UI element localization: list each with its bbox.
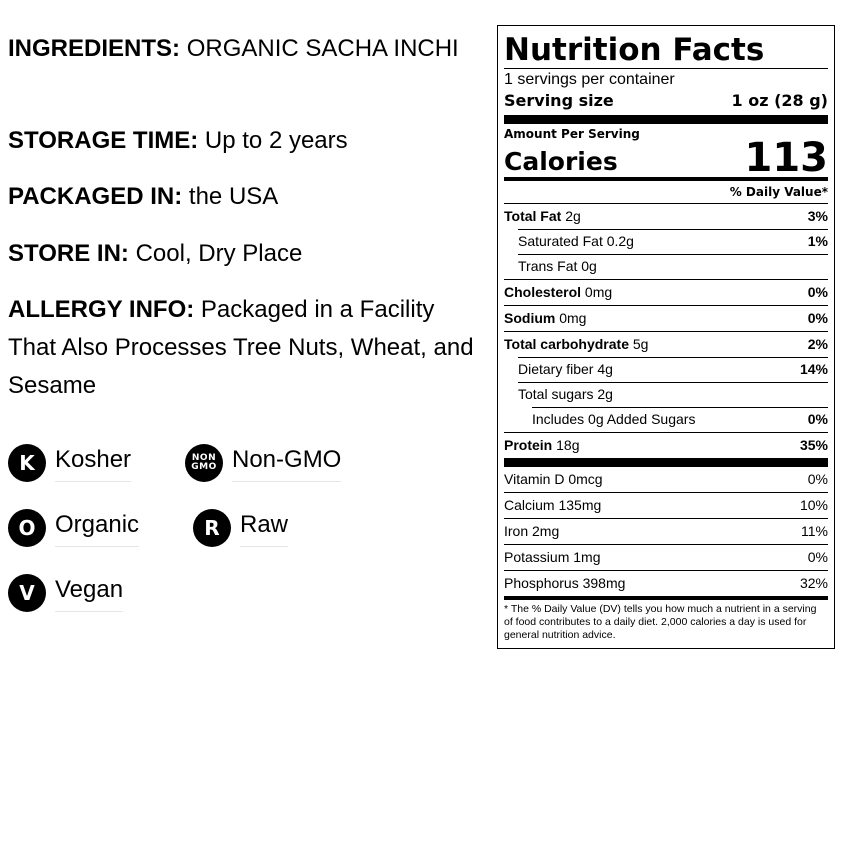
non-gmo-icon bbox=[185, 444, 223, 482]
vitamin-dv: 0% bbox=[807, 549, 828, 565]
vitamin-name: Calcium 135mg bbox=[504, 497, 602, 513]
calories-value: 113 bbox=[744, 135, 828, 181]
protein-amount: 18g bbox=[556, 437, 580, 453]
allergy-info-label: ALLERGY INFO: bbox=[8, 296, 195, 323]
sodium-dv: 0% bbox=[807, 310, 828, 326]
kosher-badge bbox=[8, 444, 131, 482]
dietary-fiber-name: Dietary fiber 4g bbox=[518, 361, 613, 377]
non-gmo-icon-top: NON bbox=[191, 453, 217, 463]
daily-value-footnote: * The % Daily Value (DV) tells you how much a nutrient in a serving of food contributes to a daily diet. 2,000 calories a day is used for general nutrition advice. bbox=[504, 603, 817, 641]
cholesterol-name: Cholesterol bbox=[504, 284, 582, 300]
total-carbohydrate-name: Total carbohydrate bbox=[504, 336, 629, 352]
total-carbohydrate-row bbox=[504, 331, 828, 357]
vitamin-name: Vitamin D 0mcg bbox=[504, 471, 603, 487]
added-sugars-row bbox=[504, 407, 828, 432]
ingredients-value: ORGANIC SACHA INCHI bbox=[186, 35, 459, 62]
dietary-fiber-dv: 14% bbox=[799, 361, 828, 377]
non-gmo-badge bbox=[185, 444, 341, 482]
raw-icon: R bbox=[193, 509, 231, 547]
non-gmo-label: Non-GMO bbox=[232, 445, 341, 482]
vitamin-dv: 10% bbox=[799, 497, 828, 513]
organic-badge bbox=[8, 509, 139, 547]
total-fat-dv: 3% bbox=[807, 208, 828, 224]
vitamin-name: Potassium 1mg bbox=[504, 549, 601, 565]
total-fat-amount: 2g bbox=[565, 208, 581, 224]
non-gmo-icon-bottom: GMO bbox=[191, 462, 217, 472]
divider-thick bbox=[504, 115, 828, 124]
sodium-row bbox=[504, 305, 828, 331]
saturated-fat-dv: 1% bbox=[807, 233, 828, 249]
vitamin-row bbox=[504, 467, 828, 492]
store-in-label: STORE IN: bbox=[8, 240, 129, 267]
cholesterol-dv: 0% bbox=[807, 284, 828, 300]
vitamin-name: Phosphorus 398mg bbox=[504, 575, 626, 591]
storage-time-value: Up to 2 years bbox=[204, 127, 348, 154]
calories-label: Calories bbox=[504, 147, 618, 176]
raw-badge bbox=[193, 509, 288, 547]
ingredients-label: INGREDIENTS: bbox=[8, 35, 181, 62]
divider-thick bbox=[504, 458, 828, 467]
added-sugars-name: Includes 0g Added Sugars bbox=[532, 411, 696, 427]
vitamin-name: Iron 2mg bbox=[504, 523, 560, 539]
saturated-fat-name: Saturated Fat 0.2g bbox=[518, 233, 634, 249]
daily-value-header: % Daily Value* bbox=[729, 185, 828, 199]
cholesterol-row bbox=[504, 279, 828, 305]
vitamin-dv: 0% bbox=[807, 471, 828, 487]
cholesterol-amount: 0mg bbox=[584, 284, 613, 300]
ingredients-line bbox=[8, 30, 488, 68]
sodium-amount: 0mg bbox=[559, 310, 587, 326]
allergy-info-line bbox=[8, 291, 488, 405]
storage-time-line bbox=[8, 122, 348, 160]
dietary-fiber-row bbox=[504, 357, 828, 382]
kosher-icon: K bbox=[8, 444, 46, 482]
serving-size-value: 1 oz (28 g) bbox=[731, 91, 828, 110]
total-fat-row bbox=[504, 203, 828, 229]
added-sugars-dv: 0% bbox=[807, 411, 828, 427]
packaged-in-label: PACKAGED IN: bbox=[8, 183, 183, 210]
kosher-label: Kosher bbox=[55, 445, 131, 482]
nutrition-facts-title: Nutrition Facts bbox=[504, 32, 765, 68]
total-fat-name: Total Fat bbox=[504, 208, 562, 224]
vitamin-row bbox=[504, 492, 828, 518]
packaged-in-line bbox=[8, 178, 278, 216]
raw-label: Raw bbox=[240, 510, 288, 547]
divider bbox=[504, 68, 828, 69]
total-sugars-row bbox=[504, 382, 828, 407]
sodium-name: Sodium bbox=[504, 310, 556, 326]
store-in-line bbox=[8, 235, 302, 273]
nutrition-facts-panel bbox=[497, 25, 835, 649]
vegan-label: Vegan bbox=[55, 575, 123, 612]
total-sugars-name: Total sugars 2g bbox=[518, 386, 613, 402]
total-carbohydrate-dv: 2% bbox=[807, 336, 828, 352]
vitamin-dv: 11% bbox=[801, 523, 828, 539]
serving-size-row bbox=[504, 90, 828, 112]
trans-fat-row bbox=[504, 254, 828, 279]
saturated-fat-row bbox=[504, 229, 828, 254]
protein-row bbox=[504, 432, 828, 458]
calories-row bbox=[504, 135, 828, 181]
divider-medium bbox=[504, 596, 828, 600]
amount-per-serving: Amount Per Serving bbox=[504, 127, 640, 141]
serving-size-label: Serving size bbox=[504, 91, 614, 110]
vitamin-dv: 32% bbox=[799, 575, 828, 591]
packaged-in-value: the USA bbox=[188, 183, 279, 210]
vegan-badge bbox=[8, 574, 123, 612]
vitamin-row bbox=[504, 518, 828, 544]
vegan-icon: V bbox=[8, 574, 46, 612]
allergy-info-value: Packaged in a Facility That Also Processes Tree Nuts, Wheat, and Sesame bbox=[8, 296, 474, 399]
protein-dv: 35% bbox=[799, 437, 828, 453]
organic-icon: O bbox=[8, 509, 46, 547]
diet-badges bbox=[8, 440, 488, 640]
trans-fat-name: Trans Fat 0g bbox=[518, 258, 597, 274]
vitamin-row bbox=[504, 544, 828, 570]
total-carbohydrate-amount: 5g bbox=[632, 336, 649, 352]
storage-time-label: STORAGE TIME: bbox=[8, 127, 199, 154]
protein-name: Protein bbox=[504, 437, 553, 453]
servings-per-container: 1 servings per container bbox=[504, 71, 675, 88]
vitamin-row bbox=[504, 570, 828, 596]
organic-label: Organic bbox=[55, 510, 139, 547]
store-in-value: Cool, Dry Place bbox=[135, 240, 303, 267]
